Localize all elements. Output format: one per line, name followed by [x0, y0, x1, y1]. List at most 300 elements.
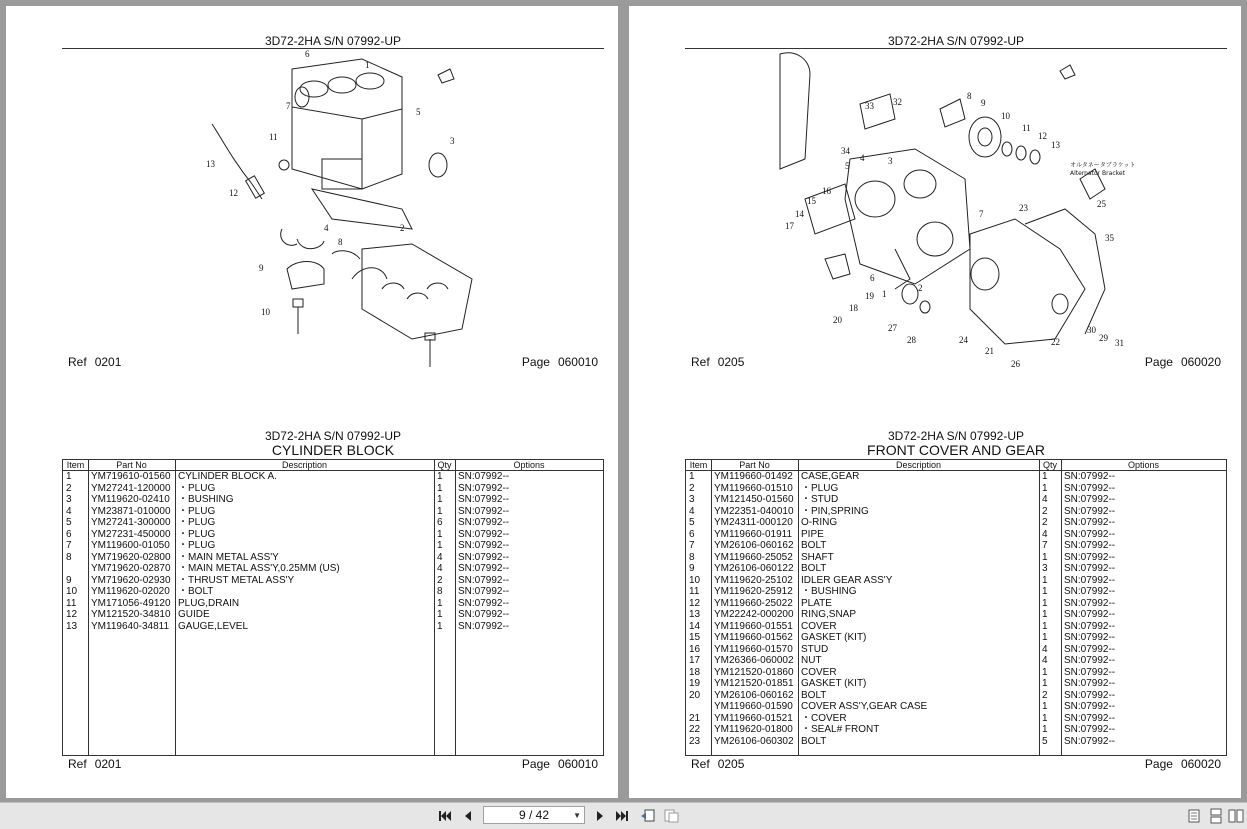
cell-options: SN:07992--: [1064, 563, 1116, 574]
cell-qty: 2: [1042, 505, 1048, 517]
cell-options: SN:07992--: [458, 574, 510, 586]
cell-options: SN:07992--: [1064, 505, 1116, 517]
cell-options: SN:07992--: [1064, 609, 1116, 620]
page-value: 060010: [557, 757, 598, 771]
col-options: Options: [1061, 460, 1226, 471]
cell-part-no: YM121520-01860: [714, 666, 794, 678]
cell-part-no: YM27241-300000: [91, 517, 171, 528]
cell-item: 20: [689, 689, 701, 701]
cell-part-no: YM119660-01521: [714, 712, 793, 724]
single-page-view-button[interactable]: [1186, 808, 1202, 824]
cell-qty: 1: [1042, 551, 1048, 563]
ref-row: Ref 0201 Page 060010: [68, 355, 598, 369]
table-row: [686, 540, 1226, 552]
cell-item: 10: [689, 574, 701, 586]
callout-11: 11: [269, 132, 278, 142]
cell-description: ・THRUST METAL ASS'Y: [178, 574, 295, 586]
cell-options: SN:07992--: [458, 505, 510, 517]
cell-description: GAUGE,LEVEL: [178, 620, 249, 632]
cell-part-no: YM24311-000120: [714, 517, 793, 528]
cell-options: SN:07992--: [1064, 735, 1116, 747]
table-row: [686, 575, 1226, 587]
table-row: [63, 598, 603, 610]
cell-options: SN:07992--: [1064, 586, 1116, 597]
callout-6: 6: [870, 273, 875, 283]
cell-options: SN:07992--: [458, 471, 510, 482]
table-row: [686, 586, 1226, 598]
cell-part-no: YM719610-01560: [91, 471, 171, 482]
cell-options: SN:07992--: [1064, 620, 1116, 632]
cell-options: SN:07992--: [1064, 643, 1116, 655]
cell-description: IDLER GEAR ASS'Y: [801, 574, 893, 586]
cell-item: [686, 701, 711, 713]
cell-qty: 1: [1042, 609, 1048, 620]
cell-options: SN:07992--: [458, 597, 510, 609]
cell-description: COVER ASS'Y,GEAR CASE: [801, 701, 928, 712]
callout-14: 14: [795, 209, 804, 219]
first-page-button[interactable]: [437, 808, 453, 824]
cell-item: 22: [689, 724, 701, 735]
callout-13: 13: [1051, 140, 1060, 150]
col-description: Description: [175, 460, 434, 471]
cell-qty: 3: [1042, 563, 1048, 574]
callout-5: 5: [416, 107, 421, 117]
cell-options: SN:07992--: [458, 551, 510, 563]
cell-description: GUIDE: [178, 609, 210, 620]
cell-part-no: YM27241-120000: [91, 482, 171, 494]
cell-item: 7: [689, 540, 695, 551]
callout-7: 7: [286, 101, 291, 111]
cell-description: BOLT: [801, 540, 827, 551]
cell-qty: 1: [1042, 471, 1048, 482]
cell-part-no: YM119660-01590: [714, 701, 793, 712]
cell-qty: 5: [1042, 735, 1048, 747]
cell-description: ・PIN,SPRING: [801, 505, 869, 517]
table-row: [686, 644, 1226, 656]
cell-part-no: YM119620-02410: [91, 494, 170, 505]
callout-3: 3: [888, 156, 893, 166]
cell-part-no: YM26106-060162: [714, 689, 794, 701]
diagram-title: 3D72-2HA S/N 07992-UP: [887, 34, 1025, 48]
cell-description: ・STUD: [801, 494, 839, 505]
cell-options: SN:07992--: [1064, 551, 1116, 563]
annotation-jp: オルタネータブラケット: [1070, 162, 1136, 169]
cell-qty: 1: [437, 597, 443, 609]
cell-qty: 6: [437, 517, 443, 528]
cell-options: SN:07992--: [458, 609, 510, 620]
cell-item: 3: [66, 494, 72, 505]
cell-description: COVER: [801, 620, 837, 632]
cell-part-no: YM119660-25052: [714, 551, 793, 563]
callout-11: 11: [1022, 123, 1031, 133]
cell-description: ・PLUG: [178, 482, 216, 494]
cell-item: 5: [689, 517, 695, 528]
cell-description: PIPE: [801, 528, 824, 540]
callout-32: 32: [893, 97, 902, 107]
table-row: [686, 598, 1226, 610]
cell-description: BOLT: [801, 689, 827, 701]
cell-part-no: YM119600-01050: [91, 540, 170, 551]
table-row: [63, 506, 603, 518]
cell-part-no: YM119660-01562: [714, 632, 793, 643]
callout-8: 8: [338, 237, 343, 247]
cell-part-no: YM26106-060302: [714, 735, 794, 747]
page-value: 060020: [1180, 757, 1221, 771]
cell-item: 3: [689, 494, 695, 505]
col-qty: Qty: [434, 460, 455, 471]
table-row: [686, 552, 1226, 564]
table-row: [686, 517, 1226, 529]
cell-part-no: YM26366-060002: [714, 655, 794, 666]
cell-item: 16: [689, 643, 701, 655]
table-row: [686, 529, 1226, 541]
callout-1: 1: [365, 60, 370, 70]
callout-21: 21: [985, 346, 994, 356]
col-item: Item: [63, 460, 88, 471]
table-row: [63, 609, 603, 621]
ref-row: Ref 0201 Page 060010: [68, 757, 598, 771]
ref-value: 0201: [94, 355, 122, 369]
cell-options: SN:07992--: [458, 620, 510, 632]
cell-options: SN:07992--: [1064, 494, 1116, 505]
cell-qty: 4: [437, 551, 443, 563]
cell-qty: 1: [437, 471, 443, 482]
callout-13: 13: [206, 159, 215, 169]
cell-qty: 1: [437, 609, 443, 620]
cell-qty: 7: [1042, 540, 1048, 551]
cell-part-no: YM119620-01800: [714, 724, 793, 735]
cell-description: ・PLUG: [801, 482, 839, 494]
cell-item: 13: [66, 620, 78, 632]
cell-item: 2: [66, 482, 72, 494]
cell-item: 5: [66, 517, 72, 528]
diagram-sheet: [685, 34, 1227, 373]
cell-description: STUD: [801, 643, 829, 655]
callout-18: 18: [849, 303, 858, 313]
cell-options: SN:07992--: [458, 586, 510, 597]
cell-part-no: YM26106-060122: [714, 563, 794, 574]
cell-qty: 4: [1042, 528, 1048, 540]
cell-options: SN:07992--: [1064, 724, 1116, 735]
col-part-no: Part No: [711, 460, 798, 471]
diagram-sheet: [62, 34, 604, 373]
table-row: [686, 690, 1226, 702]
callout-34: 34: [841, 146, 850, 156]
cell-item: 9: [66, 574, 72, 586]
cell-item: 12: [689, 597, 701, 609]
page-number-select[interactable]: [483, 806, 585, 824]
table-row: [63, 586, 603, 598]
callout-1: 1: [882, 289, 887, 299]
go-forward-view-button[interactable]: [664, 808, 680, 824]
table-row: [686, 609, 1226, 621]
cell-part-no: YM119640-34811: [91, 620, 170, 632]
cell-description: ・BUSHING: [178, 494, 234, 505]
cell-part-no: YM23871-010000: [91, 505, 171, 517]
cell-item: 18: [689, 666, 701, 678]
cell-description: NUT: [801, 655, 822, 666]
next-page-icon: [595, 810, 605, 822]
single-page-icon: [1188, 809, 1200, 823]
cell-qty: 4: [1042, 494, 1048, 505]
parts-table: [62, 459, 604, 756]
callout-4: 4: [860, 153, 865, 163]
parts-table: [685, 459, 1227, 756]
col-part-no: Part No: [88, 460, 175, 471]
callout-19: 19: [865, 291, 874, 301]
continuous-view-button[interactable]: [1208, 808, 1224, 824]
cell-options: SN:07992--: [1064, 678, 1116, 689]
callout-17: 17: [785, 221, 794, 231]
callout-7: 7: [979, 209, 984, 219]
cell-item: 21: [689, 712, 701, 724]
cell-qty: 1: [1042, 597, 1048, 609]
cell-item: 14: [689, 620, 701, 632]
callout-3: 3: [450, 136, 455, 146]
table-row: [686, 701, 1226, 713]
callout-28: 28: [907, 335, 916, 345]
cell-item: 1: [66, 471, 72, 482]
cell-options: SN:07992--: [1064, 689, 1116, 701]
callout-30: 30: [1087, 325, 1096, 335]
parts-list-subtitle: CYLINDER BLOCK: [271, 442, 395, 458]
cell-item: 13: [689, 609, 701, 620]
last-page-icon: [615, 810, 629, 822]
page-indicator: 9 / 42: [518, 808, 550, 822]
cell-item: 2: [689, 482, 695, 494]
table-row: [686, 563, 1226, 575]
callout-22: 22: [1051, 337, 1060, 347]
cylinder-block-drawing: [62, 49, 604, 361]
cell-description: ・PLUG: [178, 517, 216, 528]
facing-page-icon: [1228, 809, 1244, 823]
document-page-left: [6, 6, 618, 798]
callout-4: 4: [324, 223, 329, 233]
cell-qty: 1: [1042, 620, 1048, 632]
cell-qty: 1: [437, 540, 443, 551]
cell-item: 8: [66, 551, 72, 563]
cell-item: 10: [66, 586, 78, 597]
cell-options: SN:07992--: [458, 517, 510, 528]
page-value: 060020: [1180, 355, 1221, 369]
cell-options: SN:07992--: [1064, 712, 1116, 724]
cell-description: O-RING: [801, 517, 838, 528]
cell-item: 8: [689, 551, 695, 563]
cell-options: SN:07992--: [458, 482, 510, 494]
table-row: [63, 575, 603, 587]
cell-item: 4: [66, 505, 72, 517]
cell-item: 6: [66, 528, 72, 540]
ref-value: 0205: [717, 355, 745, 369]
diagram-title: 3D72-2HA S/N 07992-UP: [264, 34, 402, 48]
cell-options: SN:07992--: [1064, 574, 1116, 586]
forward-view-icon: [664, 809, 680, 823]
cell-qty: 4: [1042, 655, 1048, 666]
back-view-icon: [640, 809, 656, 823]
cell-options: SN:07992--: [1064, 540, 1116, 551]
prev-page-icon: [463, 810, 473, 822]
cell-part-no: YM22242-000200: [714, 609, 794, 620]
cell-qty: 8: [437, 586, 443, 597]
table-row: [63, 540, 603, 552]
callout-27: 27: [888, 323, 897, 333]
parts-list-subtitle: FRONT COVER AND GEAR: [867, 442, 1045, 458]
cell-qty: 1: [1042, 724, 1048, 735]
cell-description: ・SEAL# FRONT: [801, 724, 880, 735]
cell-qty: 4: [437, 563, 443, 574]
cell-description: ・MAIN METAL ASS'Y,0.25MM (US): [178, 563, 340, 574]
cell-qty: 1: [1042, 712, 1048, 724]
table-row: [63, 483, 603, 495]
prev-page-button[interactable]: [460, 808, 476, 824]
cell-part-no: YM121520-34810: [91, 609, 171, 620]
chevron-down-icon: ▼: [573, 811, 581, 820]
cell-description: COVER: [801, 666, 837, 678]
cell-part-no: YM119620-02020: [91, 586, 170, 597]
cell-part-no: YM719620-02930: [91, 574, 171, 586]
table-row: [686, 736, 1226, 748]
cell-item: 11: [689, 586, 700, 597]
cell-description: ・PLUG: [178, 540, 216, 551]
cell-qty: 1: [1042, 482, 1048, 494]
cell-qty: 2: [1042, 689, 1048, 701]
cell-part-no: YM119620-25102: [714, 574, 793, 586]
col-item: Item: [686, 460, 711, 471]
cell-part-no: YM119620-25912: [714, 586, 793, 597]
table-row: [63, 471, 603, 483]
first-page-icon: [438, 810, 452, 822]
cell-item: 7: [66, 540, 72, 551]
table-row: [686, 667, 1226, 679]
cell-item: 4: [689, 505, 695, 517]
cell-qty: 1: [1042, 678, 1048, 689]
table-row: [686, 678, 1226, 690]
cell-options: SN:07992--: [1064, 482, 1116, 494]
cell-part-no: YM121520-01851: [714, 678, 794, 689]
callout-15: 15: [807, 196, 816, 206]
table-row: [686, 724, 1226, 736]
cell-description: ・MAIN METAL ASS'Y: [178, 551, 279, 563]
cell-qty: 1: [437, 620, 443, 632]
cell-qty: 2: [1042, 517, 1048, 528]
cell-qty: 1: [437, 505, 443, 517]
callout-12: 12: [229, 188, 238, 198]
cell-options: SN:07992--: [1064, 528, 1116, 540]
col-description: Description: [798, 460, 1039, 471]
callout-12: 12: [1038, 131, 1047, 141]
facing-view-button[interactable]: [1228, 808, 1244, 824]
ref-row: Ref 0205 Page 060020: [691, 757, 1221, 771]
page-value: 060010: [557, 355, 598, 369]
cell-options: SN:07992--: [1064, 666, 1116, 678]
cell-part-no: YM119660-01570: [714, 643, 793, 655]
cell-qty: 1: [437, 494, 443, 505]
cell-qty: 1: [1042, 666, 1048, 678]
cell-part-no: YM119660-01492: [714, 471, 793, 482]
cell-description: PLATE: [801, 597, 832, 609]
cell-part-no: YM27231-450000: [91, 528, 171, 540]
callout-33: 33: [865, 101, 874, 111]
table-row: [63, 517, 603, 529]
callout-20: 20: [833, 315, 842, 325]
parts-list-sheet: [62, 429, 604, 775]
cell-part-no: YM119660-01911: [714, 528, 793, 540]
callout-16: 16: [822, 186, 831, 196]
callout-26: 26: [1011, 359, 1020, 369]
callout-31: 31: [1115, 338, 1124, 348]
cell-options: SN:07992--: [458, 540, 510, 551]
callout-8: 8: [967, 91, 972, 101]
cell-qty: 1: [437, 528, 443, 540]
cell-part-no: YM119660-01551: [714, 620, 793, 632]
cell-description: RING,SNAP: [801, 609, 857, 620]
cell-options: SN:07992--: [1064, 701, 1116, 712]
table-row: [63, 552, 603, 564]
cell-description: ・BUSHING: [801, 586, 857, 597]
cell-options: SN:07992--: [1064, 517, 1116, 528]
cell-part-no: YM171056-49120: [91, 597, 171, 609]
cell-qty: 4: [1042, 643, 1048, 655]
parts-list-title: 3D72-2HA S/N 07992-UP: [887, 429, 1025, 443]
go-back-view-button[interactable]: [640, 808, 656, 824]
cell-description: ・BOLT: [178, 586, 214, 597]
cell-qty: 1: [1042, 701, 1048, 712]
cell-options: SN:07992--: [458, 563, 510, 574]
cell-part-no: YM719620-02800: [91, 551, 171, 563]
cell-part-no: YM119660-25022: [714, 597, 793, 609]
cell-description: GASKET (KIT): [801, 678, 867, 689]
parts-list-title: 3D72-2HA S/N 07992-UP: [264, 429, 402, 443]
cell-qty: 1: [437, 482, 443, 494]
callout-23: 23: [1019, 203, 1028, 213]
cell-options: SN:07992--: [458, 494, 510, 505]
callout-25: 25: [1097, 199, 1106, 209]
cell-options: SN:07992--: [1064, 597, 1116, 609]
table-row: [686, 655, 1226, 667]
cell-description: CASE,GEAR: [801, 471, 860, 482]
callout-6: 6: [305, 49, 310, 59]
callout-24: 24: [959, 335, 968, 345]
col-qty: Qty: [1039, 460, 1061, 471]
callout-2: 2: [918, 283, 923, 293]
callout-29: 29: [1099, 333, 1108, 343]
cell-item: 23: [689, 735, 701, 747]
table-row: [686, 632, 1226, 644]
cell-options: SN:07992--: [1064, 655, 1116, 666]
table-row: [686, 483, 1226, 495]
cell-item: 15: [689, 632, 701, 643]
callout-9: 9: [981, 98, 986, 108]
cell-options: SN:07992--: [458, 528, 510, 540]
cell-description: ・COVER: [801, 712, 847, 724]
cell-options: SN:07992--: [1064, 471, 1116, 482]
cell-description: PLUG,DRAIN: [178, 597, 240, 609]
last-page-button[interactable]: [614, 808, 630, 824]
cell-qty: 2: [437, 574, 443, 586]
cell-part-no: YM121450-01560: [714, 494, 794, 505]
ref-value: 0205: [717, 757, 745, 771]
cell-description: BOLT: [801, 735, 827, 747]
cell-qty: 1: [1042, 574, 1048, 586]
next-page-button[interactable]: [592, 808, 608, 824]
callout-2: 2: [400, 223, 405, 233]
table-row: [686, 621, 1226, 633]
cell-part-no: YM119660-01510: [714, 482, 793, 494]
cell-item: 6: [689, 528, 695, 540]
cell-item: 19: [689, 678, 701, 689]
cell-part-no: YM719620-02870: [91, 563, 171, 574]
annotation-en: Alternator Bracket: [1070, 170, 1125, 177]
